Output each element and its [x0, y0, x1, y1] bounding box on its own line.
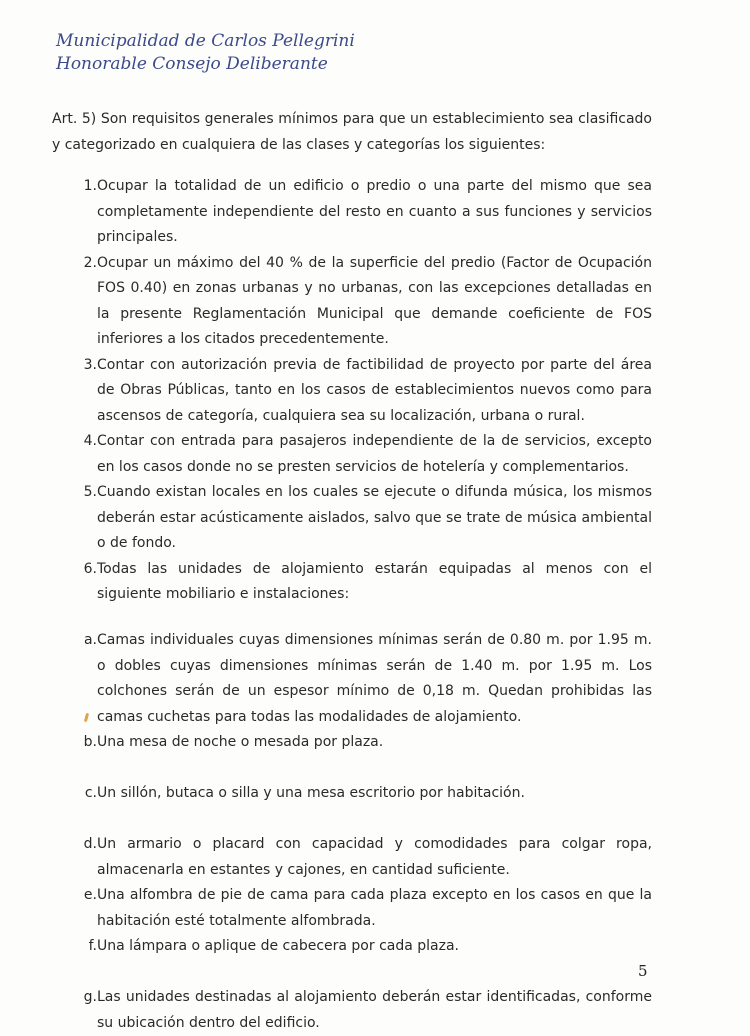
list-item — [52, 832, 652, 883]
item-marker: 2. — [83, 254, 97, 271]
article-intro: Art. 5) Son requisitos generales mínimos para que un establecimiento sea clasificado y categorizado en cualquiera de las clases y categorías los siguientes: — [52, 111, 652, 153]
item-text: Un sillón, butaca o silla y una mesa escritorio por habitación. — [97, 785, 525, 801]
item-text: Las unidades destinadas al alojamiento deberán estar identificadas, conforme su ubicación dentro del edificio. — [97, 989, 652, 1031]
list-item — [52, 985, 652, 1036]
item-text: Cuando existan locales en los cuales se ejecute o difunda música, los mismos deberán estar acústicamente aislados, salvo que se trate de música ambiental o de fondo. — [97, 484, 652, 551]
item-text: Ocupar un máximo del 40 % de la superficie del predio (Factor de Ocupación FOS 0.40) en zonas urbanas y no urbanas, con las excepciones detalladas en la presente Reglamentación Municipal que demande coeficiente de FOS inferiores a los citados precedentemente. — [97, 254, 652, 347]
requirements-list — [52, 174, 652, 608]
item-text: Un armario o placard con capacidad y comodidades para colgar ropa, almacenarla en estantes y cajones, en cantidad suficiente. — [97, 836, 652, 878]
item-marker: g. — [83, 989, 97, 1005]
item-marker: e. — [83, 887, 97, 903]
item-text: Contar con autorización previa de factibilidad de proyecto por parte del área de Obras Públicas, tanto en los casos de establecimientos nuevos como para ascensos de categoría, cualquiera sea su localización, urbana o rural. — [97, 356, 652, 424]
item-marker: a. — [83, 632, 97, 648]
item-marker: 1. — [83, 178, 97, 194]
letterhead — [56, 30, 355, 76]
list-item — [52, 934, 652, 985]
item-text: Ocupar la totalidad de un edificio o predio o una parte del mismo que sea completamente independiente del resto en cuanto a sus funciones y servicios principales. — [97, 178, 652, 245]
list-item — [52, 251, 652, 353]
list-item — [52, 883, 652, 934]
item-marker: f. — [88, 938, 97, 954]
list-item — [52, 429, 652, 480]
item-marker: 6. — [83, 560, 97, 577]
item-text: Una mesa de noche o mesada por plaza. — [97, 734, 384, 750]
list-item — [52, 353, 652, 430]
item-marker: b. — [83, 734, 97, 750]
item-marker: 4. — [83, 433, 97, 449]
letterhead-council: Honorable Consejo Deliberante — [56, 54, 328, 74]
item-text: Contar con entrada para pasajeros independiente de la de servicios, excepto en los casos donde no se presten servicios de hotelería y complementarios. — [97, 433, 652, 475]
letterhead-municipality: Municipalidad de Carlos Pellegrini — [56, 31, 355, 51]
page-number: 5 — [638, 962, 648, 980]
item-marker: c. — [84, 785, 97, 801]
list-item — [52, 557, 652, 608]
item-marker: d. — [83, 836, 97, 852]
list-item — [52, 628, 652, 730]
furniture-list — [52, 628, 652, 1036]
item-text: Una lámpara o aplique de cabecera por cada plaza. — [97, 938, 459, 954]
item-marker: 3. — [83, 356, 97, 373]
item-text: Camas individuales cuyas dimensiones mínimas serán de 0.80 m. por 1.95 m. o dobles cuyas dimensiones mínimas serán de 1.40 m. por 1.95 m. Los colchones serán de un espesor mínimo de 0,18 m. Quedan prohibidas las camas cuchetas para todas las modalidades de alojamiento. — [97, 632, 652, 725]
list-item — [52, 480, 652, 557]
item-text: Una alfombra de pie de cama para cada plaza excepto en los casos en que la habitación esté totalmente alfombrada. — [97, 887, 652, 929]
list-item — [52, 730, 652, 781]
list-item — [52, 174, 652, 251]
item-marker: 5. — [83, 484, 97, 500]
list-item — [52, 781, 652, 832]
item-text: Todas las unidades de alojamiento estarán equipadas al menos con el siguiente mobiliario e instalaciones: — [97, 560, 652, 602]
